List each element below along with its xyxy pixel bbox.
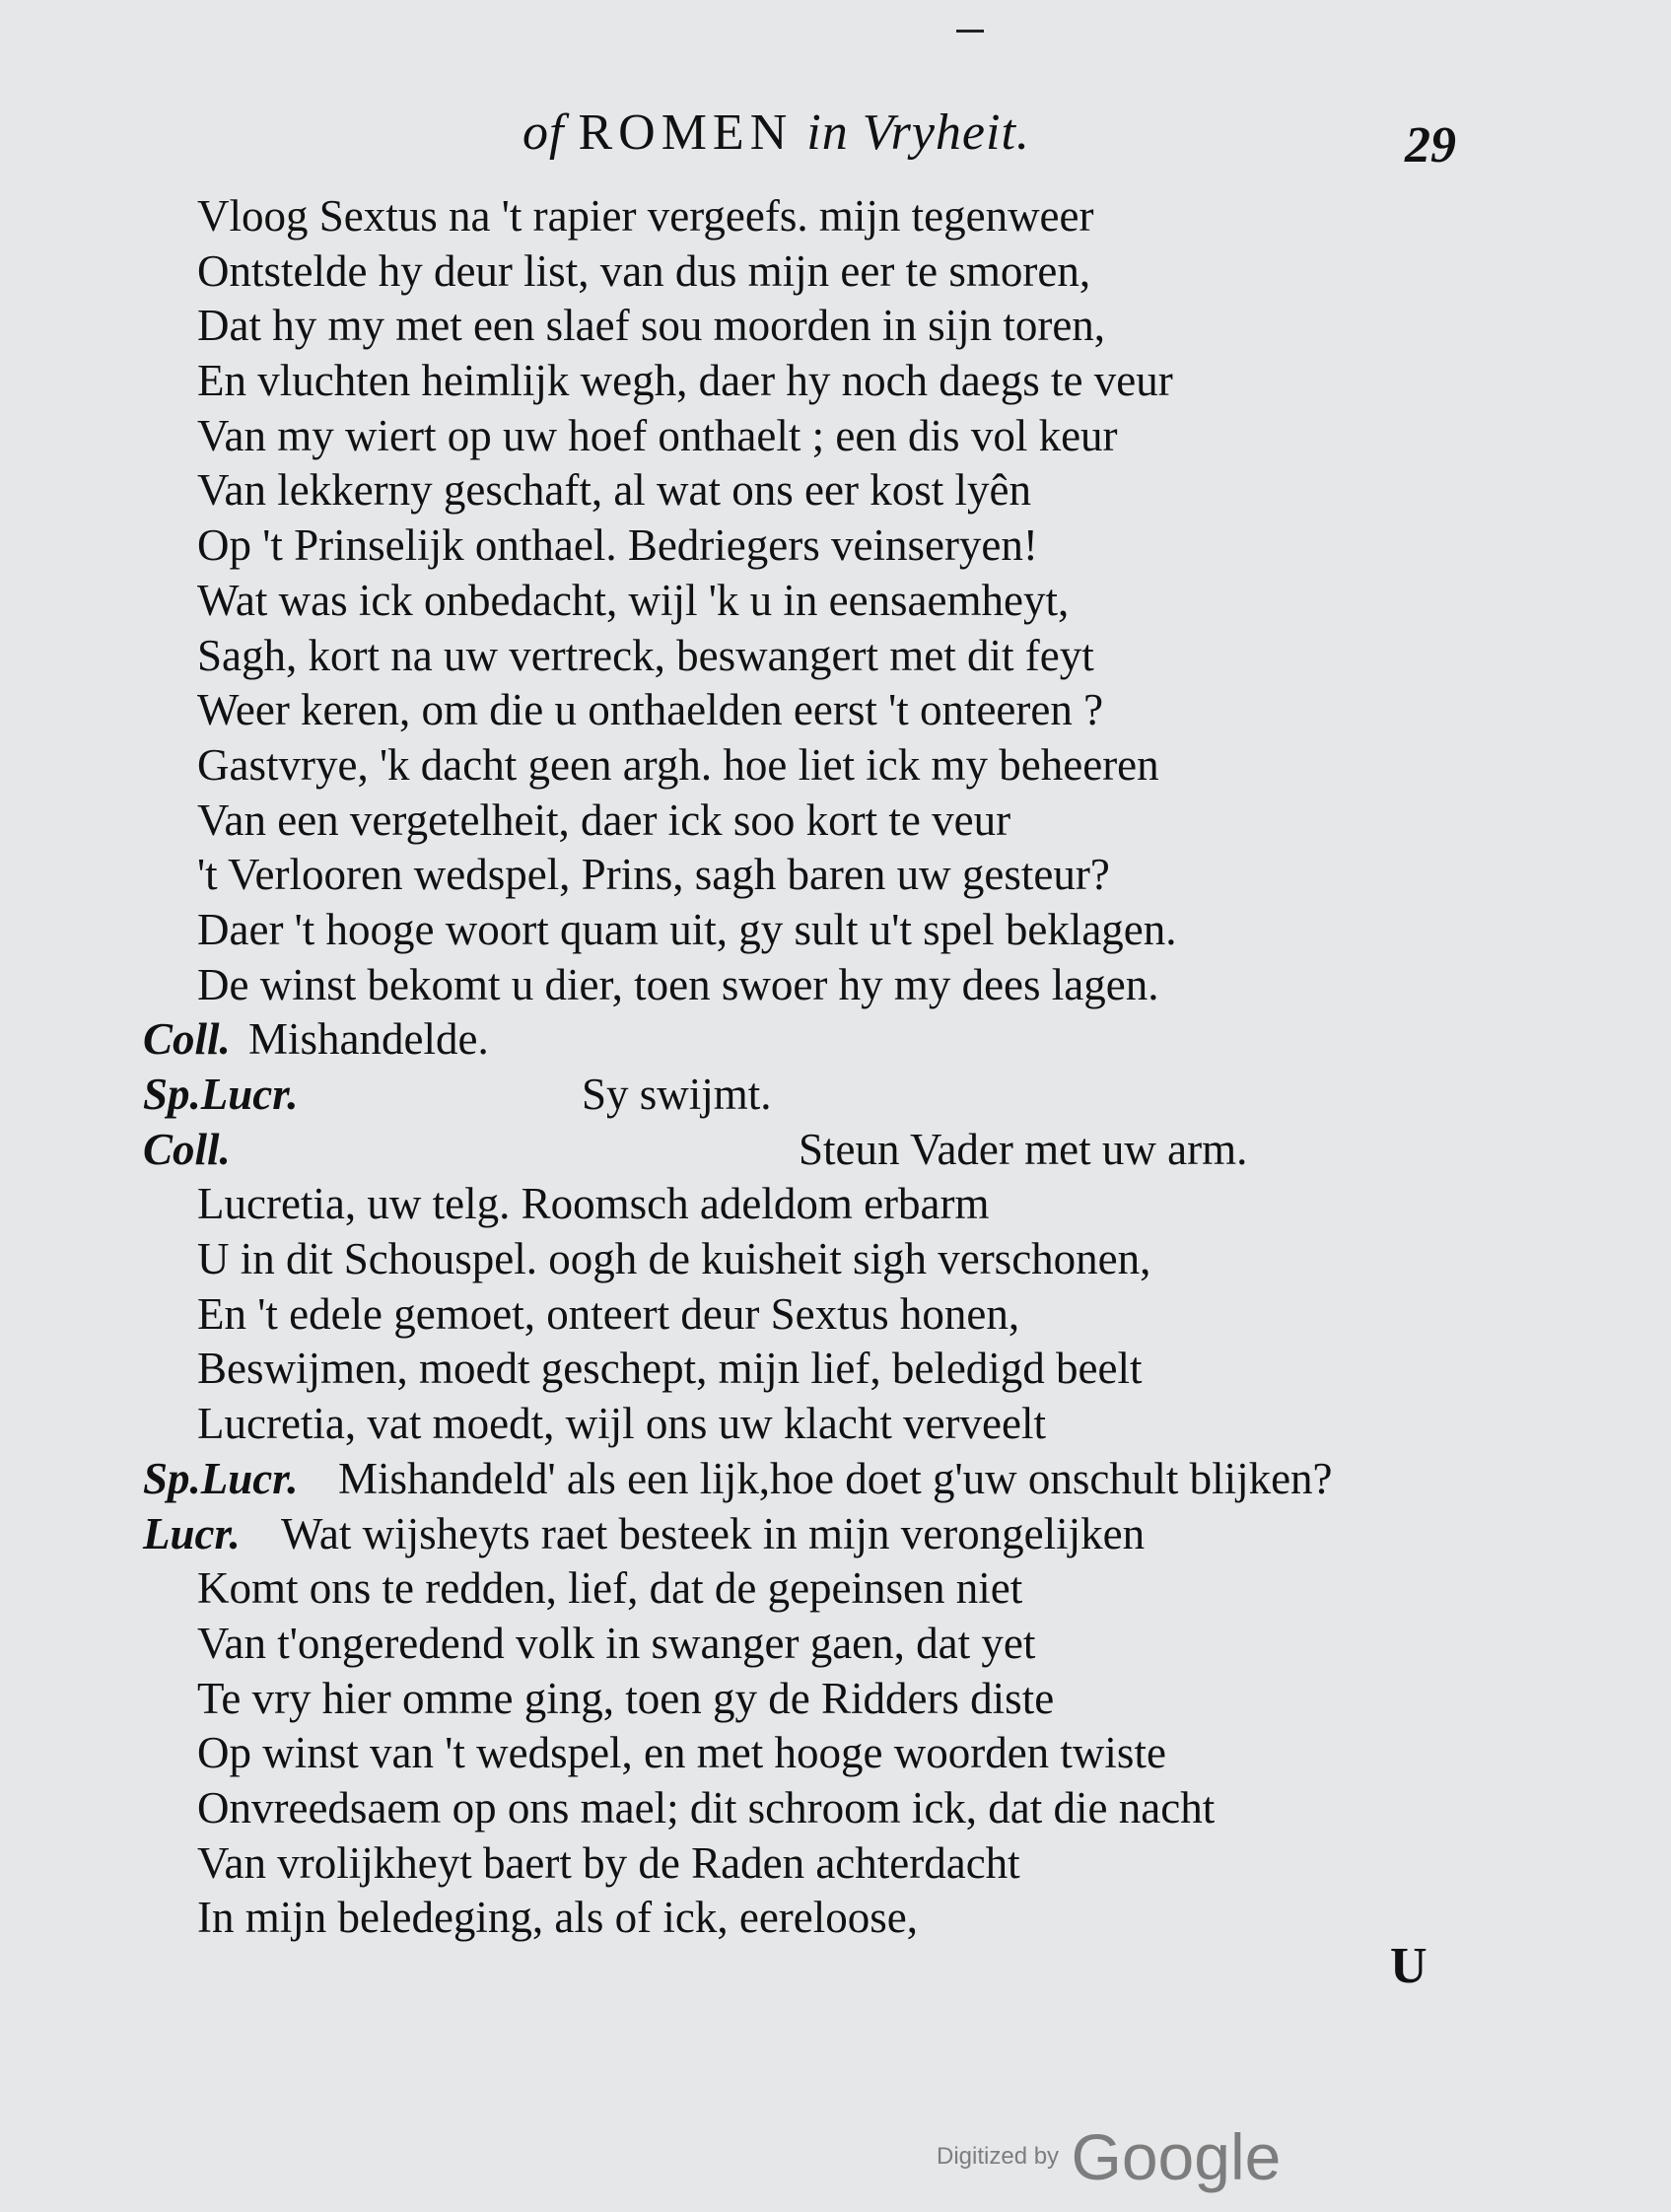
line-text: En vluchten heimlijk wegh, daer hy noch daegs te veur [197,356,1173,406]
verse-line [0,1781,1671,1836]
verse-line [0,1726,1671,1781]
speaker-label: Sp.Lucr. [143,1453,299,1503]
line-text: Vloog Sextus na 't rapier vergeefs. mijn tegenweer [197,191,1094,241]
line-text: Te vry hier omme ging, toen gy de Ridders diste [197,1673,1055,1723]
line-text: De winst bekomt u dier, toen swoer hy my dees lagen. [197,959,1159,1009]
verse-line [0,409,1671,464]
running-head-title: ROMEN [578,104,794,161]
verse-line [0,354,1671,409]
verse-line [0,1617,1671,1672]
verse-line [0,1232,1671,1287]
verse-line [0,299,1671,354]
verse-line [0,244,1671,300]
line-text: Onvreedsaem op ons mael; dit schroom ick, dat die nacht [197,1782,1216,1832]
line-text: Van t'ongeredend volk in swanger gaen, dat yet [197,1618,1036,1668]
line-text: Van een vergetelheit, daer ick soo kort te veur [197,795,1011,845]
verse-line [0,1123,1671,1178]
line-text: Komt ons te redden, lief, dat de gepeinsen niet [197,1563,1023,1614]
line-text: Gastvrye, 'k dacht geen argh. hoe liet ick my beheeren [197,739,1159,790]
verse-line [0,903,1671,958]
verse-line [0,518,1671,574]
verse-line [0,1397,1671,1452]
top-dash [956,30,984,33]
running-head [522,104,1030,162]
verse-line [0,189,1671,244]
verse-line [0,738,1671,794]
verse-line [0,1561,1671,1617]
verse-line [0,1836,1671,1892]
verse-line [0,848,1671,903]
catchword: U [1390,1938,1427,1994]
verse-line [0,1342,1671,1397]
line-text: Op winst van 't wedspel, en met hooge woorden twiste [197,1728,1166,1778]
verse-line [0,1452,1671,1507]
verse-line [0,1507,1671,1562]
line-text: Mishandeld' als een lijk,hoe doet g'uw onschult blijken? [338,1453,1333,1503]
verse-line [0,683,1671,738]
verse-block [0,189,1671,1946]
verse-line [0,1012,1671,1068]
running-head-prefix: of [522,104,565,161]
verse-line [0,794,1671,849]
page-number: 29 [1405,117,1456,173]
verse-line [0,958,1671,1013]
speaker-label: Coll. [143,1124,231,1174]
digitized-watermark [937,2119,1281,2194]
line-text: 't Verlooren wedspel, Prins, sagh baren uw gesteur? [197,850,1110,900]
line-text: Lucretia, vat moedt, wijl ons uw klacht verveelt [197,1399,1046,1449]
line-text: U in dit Schouspel. oogh de kuisheit sigh verschonen, [197,1234,1151,1284]
digitized-label: Digitized by [937,2143,1060,2170]
line-text: Steun Vader met uw arm. [799,1124,1248,1174]
line-text: Wat was ick onbedacht, wijl 'k u in eensaemheyt, [197,575,1070,625]
speaker-label: Coll. [143,1014,231,1065]
verse-line [0,1672,1671,1727]
verse-line [0,1177,1671,1232]
verse-line [0,574,1671,629]
line-text: Weer keren, om die u onthaelden eerst 't onteeren ? [197,685,1104,735]
line-text: Ontstelde hy deur list, van dus mijn eer te smoren, [197,245,1091,296]
line-text: Lucretia, uw telg. Roomsch adeldom erbarm [197,1179,990,1229]
line-text: Van vrolijkheyt baert by de Raden achterdacht [197,1837,1020,1888]
line-text: Van lekkerny geschaft, al wat ons eer kost lyên [197,465,1031,516]
speaker-label: Sp.Lucr. [143,1070,299,1119]
line-text: Mishandelde. [248,1014,489,1065]
line-text: En 't edele gemoet, onteert deur Sextus honen, [197,1288,1020,1339]
line-text: Sy swijmt. [582,1070,772,1119]
verse-line [0,629,1671,684]
verse-line [0,463,1671,518]
verse-line [0,1068,1671,1123]
line-text: Beswijmen, moedt geschept, mijn lief, beledigd beelt [197,1344,1143,1394]
line-text: Daer 't hooge woort quam uit, gy sult u't spel beklagen. [197,904,1177,954]
speaker-label: Lucr. [143,1508,241,1558]
line-text: Van my wiert op uw hoef onthaelt ; een dis vol keur [197,410,1118,460]
line-text: Dat hy my met een slaef sou moorden in sijn toren, [197,301,1106,351]
line-text: Wat wijsheyts raet besteek in mijn verongelijken [281,1508,1146,1558]
line-text: Op 't Prinselijk onthael. Bedriegers veinseryen! [197,520,1038,571]
running-head-connector: in [806,104,849,161]
line-text: In mijn beledeging, als of ick, eereloose, [197,1893,919,1943]
verse-line [0,1287,1671,1343]
line-text: Sagh, kort na uw vertreck, beswangert met dit feyt [197,630,1094,680]
google-logo-text: Google [1071,2120,1282,2193]
running-head-subtitle: Vryheit. [862,104,1030,161]
